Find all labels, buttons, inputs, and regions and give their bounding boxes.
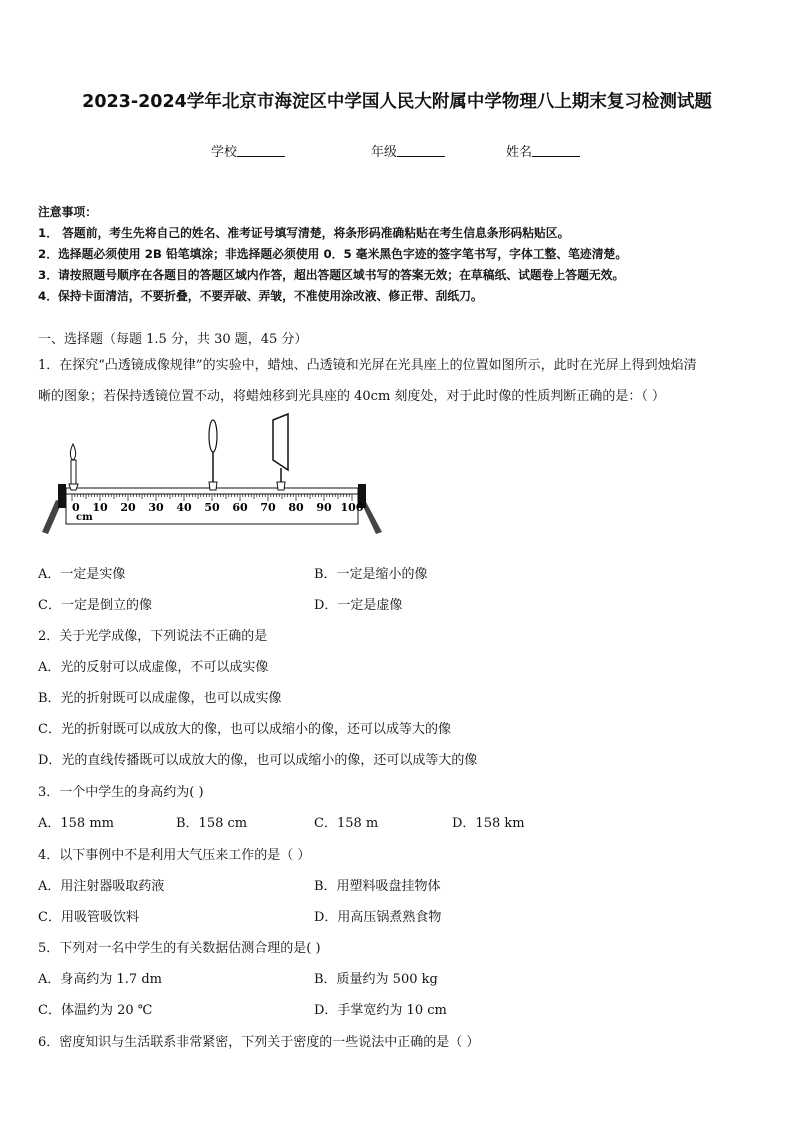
- ruler-label: 70: [260, 501, 276, 514]
- q3-option-d: D．158 km: [452, 816, 525, 831]
- notice-item: 2．选择题必须使用 2B 铅笔填涂；非选择题必须使用 0．5 毫米黑色字迹的签字笔书写，字体工整、笔迹清楚。: [38, 247, 628, 261]
- q1-option-d: D．一定是虚像: [314, 598, 403, 613]
- ruler-label: 60: [232, 501, 248, 514]
- school-label: 学校: [211, 145, 238, 160]
- q2-stem: 2．关于光学成像，下列说法不正确的是: [38, 629, 268, 644]
- notice-item: 3．请按照题号顺序在各题目的答题区域内作答，超出答题区域书写的答案无效；在草稿纸、试题卷上答题无效。: [38, 268, 625, 282]
- name-field: [506, 141, 580, 160]
- school-field: [211, 141, 285, 160]
- q4-option-b: B．用塑料吸盘挂物体: [314, 879, 441, 894]
- q6-stem: 6．密度知识与生活联系非常紧密，下列关于密度的一些说法中正确的是（ ）: [38, 1035, 480, 1050]
- q5-stem: 5．下列对一名中学生的有关数据估测合理的是( ): [38, 941, 321, 956]
- grade-field: [371, 141, 445, 160]
- q4-option-c: C．用吸管吸饮料: [38, 910, 139, 925]
- q1-stem-line1: 1．在探究“凸透镜成像规律”的实验中，蜡烛、凸透镜和光屏在光具座上的位置如图所示，此时在光屏上得到烛焰清: [38, 358, 697, 373]
- q1-stem-line2: 晰的图象；若保持透镜位置不动，将蜡烛移到光具座的 40cm 刻度处，对于此时像的性质判断正确的是：（ ）: [38, 389, 666, 404]
- q1-option-c: C．一定是倒立的像: [38, 598, 152, 613]
- q4-option-a: A．用注射器吸取药液: [38, 879, 165, 894]
- lens-icon: [209, 420, 217, 452]
- ruler-label: 0: [72, 501, 80, 514]
- candle: [69, 444, 78, 490]
- grade-blank: [397, 144, 445, 157]
- q4-stem: 4．以下事例中不是利用大气压来工作的是（ ）: [38, 848, 311, 863]
- q3-stem: 3．一个中学生的身高约为( ): [38, 785, 204, 800]
- notice-item: 1． 答题前，考生先将自己的姓名、准考证号填写清楚，将条形码准确粘贴在考生信息条形码粘贴区。: [38, 226, 570, 240]
- candle-holder: [69, 484, 78, 490]
- section-heading: 一、选择题（每题 1.5 分，共 30 题，45 分）: [38, 332, 308, 347]
- ruler-label: 40: [176, 501, 192, 514]
- grade-label: 年级: [371, 145, 398, 160]
- screen-icon: [273, 414, 288, 470]
- ruler-label: 10: [92, 501, 108, 514]
- q3-option-a: A．158 mm: [38, 816, 114, 831]
- q3-option-b: B．158 cm: [176, 816, 248, 831]
- name-label: 姓名: [506, 145, 533, 160]
- name-blank: [532, 144, 580, 157]
- ruler-label: 90: [316, 501, 332, 514]
- ruler-label: 20: [120, 501, 136, 514]
- optical-bench-figure: [38, 412, 388, 537]
- exam-title: 2023-2024学年北京市海淀区中学国人民大附属中学物理八上期末复习检测试题: [82, 92, 712, 112]
- ruler-label: 100: [340, 501, 364, 514]
- q1-option-a: A．一定是实像: [38, 567, 126, 582]
- left-end-block: [58, 484, 66, 508]
- ruler-label: 80: [288, 501, 304, 514]
- school-blank: [237, 144, 285, 157]
- q5-option-c: C．体温约为 20 ℃: [38, 1003, 153, 1018]
- q2-option-a: A．光的反射可以成虚像，不可以成实像: [38, 660, 269, 675]
- flame-icon: [70, 444, 75, 460]
- convex-lens: [209, 420, 217, 490]
- q2-option-c: C．光的折射既可以成放大的像，也可以成缩小的像，还可以成等大的像: [38, 722, 451, 737]
- screen-holder: [277, 482, 285, 490]
- q4-option-d: D．用高压锅煮熟食物: [314, 910, 442, 925]
- q1-option-b: B．一定是缩小的像: [314, 567, 428, 582]
- lens-holder: [209, 482, 217, 490]
- q5-option-d: D．手掌宽约为 10 cm: [314, 1003, 447, 1018]
- light-screen: [273, 414, 288, 490]
- ruler-label: 30: [148, 501, 164, 514]
- q3-option-c: C．158 m: [314, 816, 379, 831]
- candle-body: [71, 460, 76, 484]
- q2-option-d: D．光的直线传播既可以成放大的像，也可以成缩小的像，还可以成等大的像: [38, 753, 478, 768]
- q5-option-b: B．质量约为 500 kg: [314, 972, 438, 987]
- q5-option-a: A．身高约为 1.7 dm: [38, 972, 162, 987]
- ruler-label: 50: [204, 501, 220, 514]
- notice-heading: 注意事项：: [38, 205, 97, 219]
- q2-option-b: B．光的折射既可以成虚像，也可以成实像: [38, 691, 282, 706]
- unit-label: cm: [76, 512, 93, 523]
- notice-item: 4．保持卡面清洁，不要折叠，不要弄破、弄皱，不准使用涂改液、修正带、刮纸刀。: [38, 289, 483, 303]
